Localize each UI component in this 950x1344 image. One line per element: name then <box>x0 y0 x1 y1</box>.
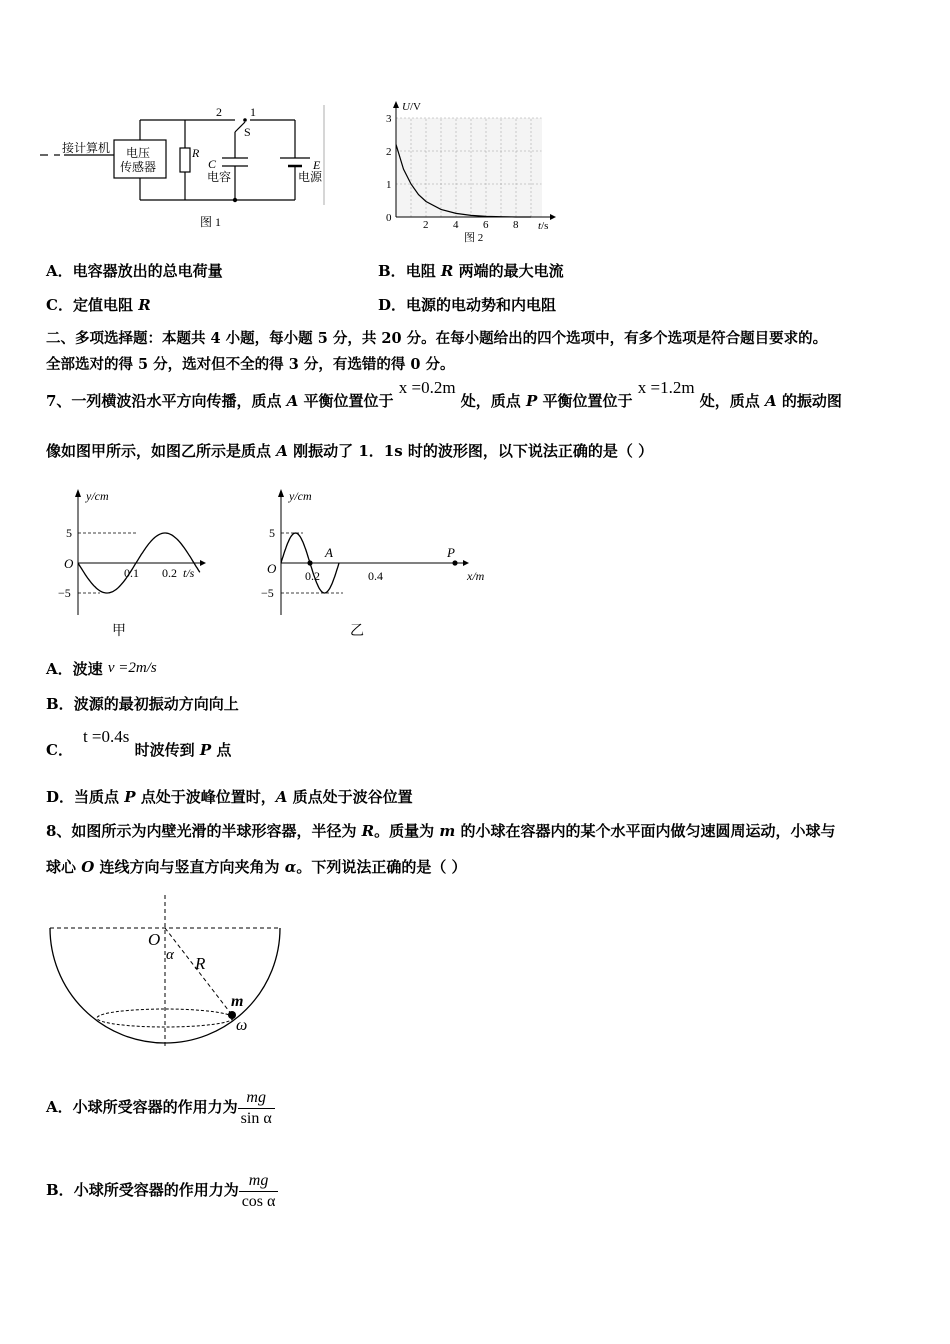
figure-1-circuit <box>40 100 340 235</box>
label-pos2: 2 <box>216 105 222 119</box>
option-text: 质点处于波谷位置 <box>287 788 413 806</box>
x-tick-2: 2 <box>423 219 429 231</box>
tick-minus-5: −5 <box>261 586 274 600</box>
x-axis-arrow <box>550 214 556 220</box>
symbol-R: R <box>440 262 454 280</box>
y-tick-3: 3 <box>386 113 392 125</box>
section-2-line-2: 全部选对的得 5 分，选对但不全的得 3 分，有选错的得 0 分。 <box>46 356 455 373</box>
section-2-line-1: 二、多项选择题：本题共 4 小题，每小题 5 分，共 20 分。在每小题给出的四个选项中，有多个选项是符合题目要求的。 <box>46 330 828 347</box>
option-letter: A． <box>46 262 73 280</box>
q7-stem-line-1: 7、一列横波沿水平方向传播，质点 A 平衡位置位于 x =0.2m 处，质点 P 平衡位置位于 x =1.2m 处，质点 A 的振动图 <box>46 378 842 410</box>
x-axis-label: x/m <box>467 569 485 583</box>
option-text: 波速 <box>72 660 108 678</box>
math-t: t =0.4s <box>82 727 130 746</box>
q8-option-a[interactable] <box>46 1084 275 1130</box>
option-text: 小球所受容器的作用力为 <box>72 1098 238 1116</box>
math-x-02: x =0.2m <box>398 378 456 397</box>
label-computer: 接计算机 <box>62 141 111 155</box>
tick-0.1: 0.1 <box>124 566 139 580</box>
option-letter: B． <box>378 262 406 280</box>
figure-1-caption: 图 1 <box>200 215 222 229</box>
label-C: C <box>208 157 217 171</box>
y-tick-1: 1 <box>386 179 392 191</box>
symbol-A: A <box>275 788 288 806</box>
x-tick-8: 8 <box>513 219 519 231</box>
q7-option-d[interactable] <box>46 787 413 807</box>
option-letter: C． <box>46 296 73 314</box>
x-axis-arrow <box>463 560 469 566</box>
label-omega: ω <box>236 1017 248 1034</box>
fraction-mg-sin: $\frac{mg}{\text{sin α}}$ <box>238 1088 275 1129</box>
figure-2-caption: 图 2 <box>464 232 484 244</box>
q7-option-b[interactable] <box>46 694 239 714</box>
y-axis-arrow <box>75 489 81 497</box>
q6-option-b[interactable] <box>378 261 564 281</box>
math-x-12: x =1.2m <box>637 378 695 397</box>
label-pos1: 1 <box>250 105 256 119</box>
option-text: 波源的最初振动方向向上 <box>73 695 239 713</box>
switch-contact <box>243 118 247 122</box>
y-axis-arrow <box>393 101 399 108</box>
tick-0.4: 0.4 <box>368 569 383 583</box>
label-P: P <box>447 545 455 560</box>
option-text: 当质点 <box>74 788 125 806</box>
q8-option-b[interactable] <box>46 1167 278 1213</box>
label-O: O <box>148 930 161 949</box>
tick-0.2: 0.2 <box>305 569 320 583</box>
fraction-mg-cos: $\frac{mg}{\text{cos α}}$ <box>239 1171 279 1212</box>
q7-option-a[interactable] <box>46 659 157 680</box>
option-text: 电阻 <box>405 262 441 280</box>
symbol-P: P <box>199 741 212 759</box>
y-axis-arrow <box>278 489 284 497</box>
option-text: 时波传到 <box>129 741 200 759</box>
caption-jia: 甲 <box>112 624 126 639</box>
label-R: R <box>192 146 200 160</box>
figure-jia-vibration <box>52 485 212 640</box>
q6-option-c[interactable] <box>46 295 151 315</box>
y-axis-label: U/V <box>402 101 421 113</box>
option-letter: A． <box>46 660 73 678</box>
y-axis-label: y/cm <box>86 489 109 503</box>
point-P <box>452 560 457 565</box>
option-text: 定值电阻 <box>72 296 139 314</box>
figure-2-graph <box>380 98 560 246</box>
x-axis-arrow <box>200 560 206 566</box>
label-alpha: α <box>166 947 174 963</box>
label-E: E <box>313 158 321 172</box>
math-v: v =2m/s <box>107 660 157 676</box>
option-letter: D． <box>46 788 75 806</box>
origin-O: O <box>267 561 277 576</box>
caption-yi: 乙 <box>350 624 364 639</box>
q8-stem-line-1: 8、如图所示为内壁光滑的半球形容器，半径为 R。质量为 m 的小球在容器内的某个水平面内做匀速圆周运动，小球与 <box>46 822 836 840</box>
resistor-R <box>180 148 190 172</box>
figure-yi-waveform <box>255 485 500 640</box>
x-tick-4: 4 <box>453 219 459 231</box>
option-letter: B． <box>46 1181 74 1199</box>
symbol-P: P <box>124 788 136 806</box>
ball-m <box>228 1011 236 1019</box>
q6-option-d[interactable] <box>378 295 556 315</box>
point-A <box>307 560 312 565</box>
label-S: S <box>244 125 251 139</box>
sensor-label-1: 电压 <box>126 146 151 160</box>
y-tick-2: 2 <box>386 146 392 158</box>
q8-stem-line-2: 球心 O 连线方向与竖直方向夹角为 α。下列说法正确的是（ ） <box>46 858 467 876</box>
option-text: 两端的最大电流 <box>453 262 564 280</box>
y-axis-label: y/cm <box>289 489 312 503</box>
label-m: m <box>231 993 244 1010</box>
option-letter: D． <box>378 296 407 314</box>
label-capacitor: 电容 <box>207 170 232 184</box>
grid-background <box>396 118 542 217</box>
option-text: 点 <box>211 741 232 759</box>
option-letter: B． <box>46 695 74 713</box>
x-axis-label: t/s <box>183 566 195 580</box>
sensor-label-2: 传感器 <box>120 160 157 174</box>
label-R: R <box>195 954 206 973</box>
tick-5: 5 <box>66 526 72 540</box>
option-text: 点处于波峰位置时， <box>135 788 276 806</box>
option-letter: C． <box>46 741 73 759</box>
node-dot <box>233 198 237 202</box>
tick-5: 5 <box>269 526 275 540</box>
figure-hemisphere <box>40 890 290 1050</box>
q7-stem-line-2: 像如图甲所示，如图乙所示是质点 A 刚振动了 1．1s 时的波形图，以下说法正确的是（ ） <box>46 442 654 460</box>
option-text: 电源的电动势和内电阻 <box>406 296 557 314</box>
origin-O: O <box>64 556 74 571</box>
x-axis-label: t/s <box>538 220 549 232</box>
tick-0.2: 0.2 <box>162 566 177 580</box>
x-tick-6: 6 <box>483 219 489 231</box>
q7-option-c[interactable] <box>46 727 232 760</box>
q6-option-a[interactable] <box>46 261 223 281</box>
option-text: 小球所受容器的作用力为 <box>73 1181 239 1199</box>
tick-minus-5: −5 <box>58 586 71 600</box>
label-A: A <box>325 545 333 560</box>
option-text: 电容器放出的总电荷量 <box>72 262 223 280</box>
label-source: 电源 <box>298 170 323 184</box>
symbol-R: R <box>138 296 151 314</box>
option-letter: A． <box>46 1098 73 1116</box>
y-tick-0: 0 <box>386 212 392 224</box>
